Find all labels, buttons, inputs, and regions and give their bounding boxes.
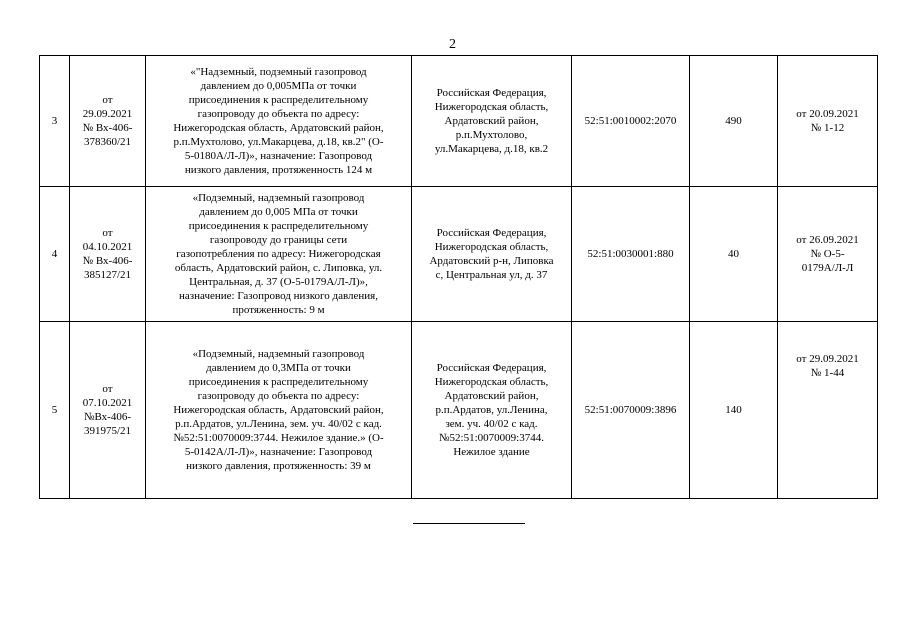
object-description-cell: «Подземный, надземный газопровод давлением до 0,005 МПа от точки присоединения к распределительному газопроводу до границы сети газопотребления по адресу: Нижегородская область, Ардатовский район, с. Липовка, ул. Центральная, д. 37 (О-5-0179А/Л-Л)», назначение: Газопровод низкого давления, протяженность: 9 м (146, 187, 412, 322)
cadastral-number-cell: 52:51:0030001:880 (572, 187, 690, 322)
request-cell: от 04.10.2021 № Вх-406- 385127/21 (70, 187, 146, 322)
decision-cell: от 20.09.2021 № 1-12 (778, 56, 878, 187)
decision-cell: от 26.09.2021 № О-5- 0179А/Л-Л (778, 187, 878, 322)
row-number-cell: 4 (40, 187, 70, 322)
cadastral-number-cell: 52:51:0070009:3896 (572, 322, 690, 499)
footer-divider (413, 523, 525, 524)
address-cell: Российская Федерация, Нижегородская область, Ардатовский район, р.п.Мухтолово, ул.Макарцева, д.18, кв.2 (412, 56, 572, 187)
table-row (40, 56, 878, 187)
cadastral-number-cell: 52:51:0010002:2070 (572, 56, 690, 187)
request-cell: от 29.09.2021 № Вх-406- 378360/21 (70, 56, 146, 187)
area-cell: 140 (690, 322, 778, 499)
row-number-cell: 5 (40, 322, 70, 499)
area-cell: 490 (690, 56, 778, 187)
object-description-cell: «"Надземный, подземный газопровод давлением до 0,005МПа от точки присоединения к распределительному газопроводу до объекта по адресу: Нижегородская область, Ардатовский район, р.п.Мухтолово, ул.Макарцева, д.18, кв.2" (О- 5-0180А/Л-Л)», назначение: Газопровод низкого давления, протяженность 124 м (146, 56, 412, 187)
address-cell: Российская Федерация, Нижегородская область, Ардатовский район, р.п.Ардатов, ул.Ленина, зем. уч. 40/02 с кад. №52:51:0070009:3744. Нежилое здание (412, 322, 572, 499)
table-row (40, 322, 878, 499)
request-cell: от 07.10.2021 №Вх-406- 391975/21 (70, 322, 146, 499)
table-row (40, 187, 878, 322)
page-number: 2 (449, 37, 456, 52)
address-cell: Российская Федерация, Нижегородская область, Ардатовский р-н, Липовка с, Центральная ул, д. 37 (412, 187, 572, 322)
area-cell: 40 (690, 187, 778, 322)
registry-table (39, 55, 878, 499)
decision-cell: от 29.09.2021 № 1-44 (778, 322, 878, 499)
row-number-cell: 3 (40, 56, 70, 187)
object-description-cell: «Подземный, надземный газопровод давлением до 0,3МПа от точки присоединения к распределительному газопроводу до объекта по адресу: Нижегородская область, Ардатовский район, р.п.Ардатов, ул.Ленина, зем. уч. 40/02 с кад. №52:51:0070009:3744. Нежилое здание.» (О- 5-0142А/Л-Л)», назначение: Газопровод низкого давления, протяженность: 39 м (146, 322, 412, 499)
